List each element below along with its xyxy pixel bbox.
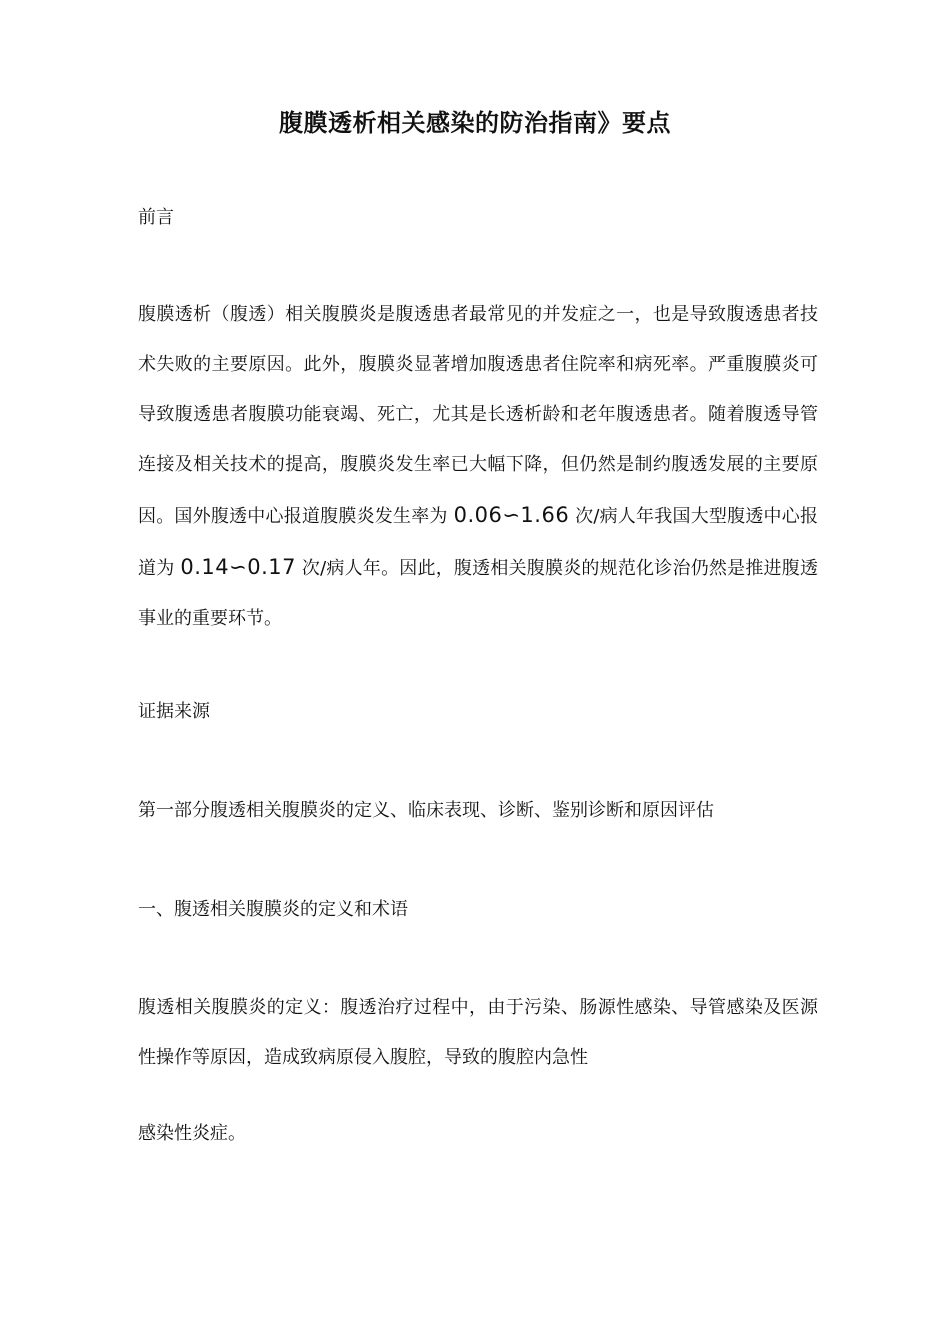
preface-text-part1: 腹膜透析（腹透）相关腹膜炎是腹透患者最常见的并发症之一，也是导致腹透患者技术失败的主要原因。此外，腹膜炎显著增加腹透患者住院率和病死率。严重腹膜炎可导致腹透患者腹膜功能衰竭、死亡，尤其是长透析龄和老年腹透患者。随着腹透导管连接及相关技术的提高，腹膜炎发生率已大幅下降，但仍然是制约腹透发展的主要原因。国外腹透中心报道腹膜炎发生率为 bbox=[138, 304, 818, 527]
preface-heading: 前言 bbox=[138, 207, 174, 228]
preface-text-part2: 次/病人年我国大型腹透中心报道为 bbox=[138, 506, 818, 579]
evidence-heading: 证据来源 bbox=[138, 701, 210, 722]
preface-paragraph bbox=[138, 290, 818, 644]
definition-paragraph: 腹透相关腹膜炎的定义：腹透治疗过程中，由于污染、肠源性感染、导管感染及医源性操作等原因，造成致病原侵入腹腔，导致的腹腔内急性 bbox=[138, 997, 818, 1068]
preface-text-part3: 次/病人年。因此，腹透相关腹膜炎的规范化诊治仍然是推进腹透事业的重要环节。 bbox=[138, 558, 818, 629]
definition-tail: 感染性炎症。 bbox=[138, 1123, 246, 1144]
china-peritonitis-rate: 0.14∽0.17 bbox=[180, 555, 296, 579]
section1-heading: 一、腹透相关腹膜炎的定义和术语 bbox=[138, 899, 408, 920]
document-title: 腹膜透析相关感染的防治指南》要点 bbox=[279, 109, 671, 137]
foreign-peritonitis-rate: 0.06∽1.66 bbox=[453, 503, 570, 527]
part1-heading: 第一部分腹透相关腹膜炎的定义、临床表现、诊断、鉴别诊断和原因评估 bbox=[138, 800, 714, 821]
